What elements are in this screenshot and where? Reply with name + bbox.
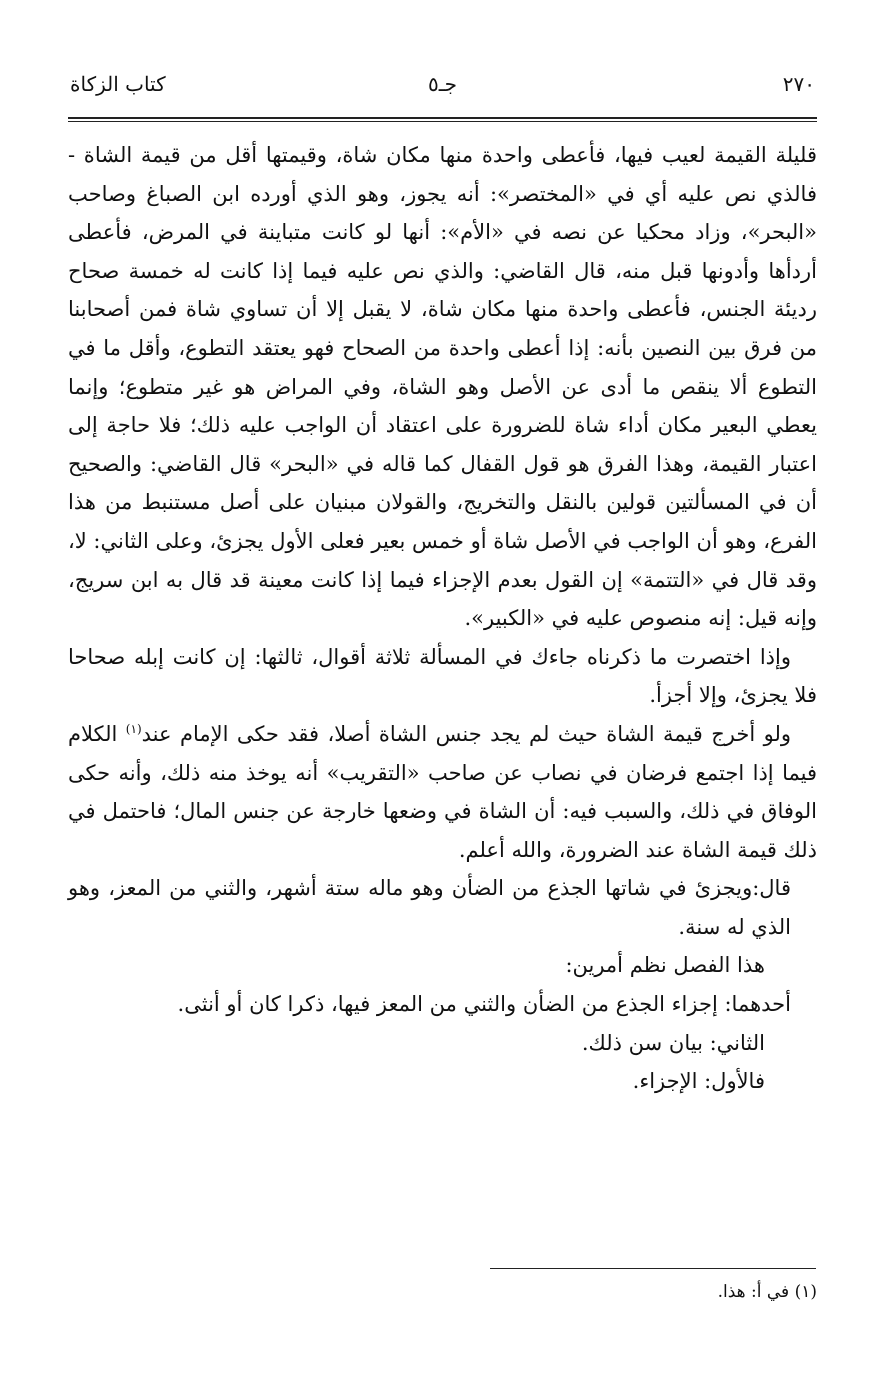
footnote-rule (490, 1268, 816, 1269)
book-title: كتاب الزكاة (70, 72, 166, 96)
footnote-marker: (١) (125, 721, 142, 736)
paragraph-1: قليلة القيمة لعيب فيها، فأعطى واحدة منها مكان شاة، وقيمتها أقل من قيمة الشاة - فالذي نص عليه أي في «المختصر»: أنه يجوز، وهو الذي أورده ابن الصباغ وصاحب «البحر»، وزاد محكيا عن نصه في «الأم»: أنها لو كانت متباينة في المرض، فأعطى أردأها وأدونها قبل منه، قال القاضي: والذي نص عليه فيما إذا كانت له خمسة صحاح رديئة الجنس، فأعطى واحدة منها مكان شاة، لا يقبل إلا أن تساوي شاة فمن أصحابنا من فرق بين النصين بأنه: إذا أعطى واحدة من الصحاح فهو يعتقد التطوع، وأقل ما في التطوع ألا ينقص ما أدى عن الأصل وهو الشاة، وفي المراض هو غير متطوع؛ وإنما يعطي البعير مكان أداء شاة للضرورة على اعتقاد أن الواجب عليه ذلك؛ فلا حاجة إلى اعتبار القيمة، وهذا الفرق هو قول القفال كما قاله في «البحر» قال القاضي: والصحيح أن في المسألتين قولين بالنقل والتخريج، والقولان مبنيان على أصل مستنبط من هذا الفرع، وهو أن الواجب في الأصل شاة أو خمس بعير فعلى الأول يجزئ، وعلى الثاني: لا، وقد قال في «التتمة» إن القول بعدم الإجزاء فيما إذا كانت معينة قد قال به ابن سريج، وإنه قيل: إنه منصوص عليه في «الكبير». (68, 143, 817, 631)
main-text (68, 136, 817, 1101)
footnote: (١) في أ: هذا. (717, 1282, 817, 1302)
paragraph-3 (68, 715, 817, 869)
paragraph-first-point: فالأول: الإجزاء. (632, 1069, 765, 1094)
paragraph-3-part-2: الكلام فيما إذا اجتمع فرضان في نصاب عن صاحب «التقريب» أنه يوخذ منه ذلك، وأنه حكى الوفاق في ذلك، والسبب فيه: أن الشاة في وضعها خارجة عن جنس المال؛ فاحتمل في ذلك قيمة الشاة عند الضرورة، والله أعلم. (68, 721, 817, 862)
paragraph-first-matter: أحدهما: إجزاء الجذع من الضأن والثني من المعز فيها، ذكرا كان أو أنثى. (177, 992, 791, 1017)
header-rule-thin (68, 121, 817, 122)
paragraph-section-intro: هذا الفصل نظم أمرين: (565, 953, 765, 978)
paragraph-qala: قال:ويجزئ في شاتها الجذع من الضأن وهو ماله ستة أشهر، والثني من المعز، وهو الذي له سنة. (68, 876, 791, 939)
page-number: ٢٧٠ (782, 72, 815, 96)
running-header (70, 72, 815, 108)
volume-label: جـ٥ (428, 72, 457, 96)
paragraph-second-matter: الثاني: بيان سن ذلك. (581, 1030, 765, 1055)
paragraph-3-part-1: ولو أخرج قيمة الشاة حيث لم يجد جنس الشاة أصلا، فقد حكى الإمام عند (141, 721, 791, 746)
paragraph-2: وإذا اختصرت ما ذكرناه جاءك في المسألة ثلاثة أقوال، ثالثها: إن كانت إبله صحاحا فلا يجزئ، وإلا أجزأ. (68, 644, 817, 708)
header-rule (68, 117, 817, 119)
